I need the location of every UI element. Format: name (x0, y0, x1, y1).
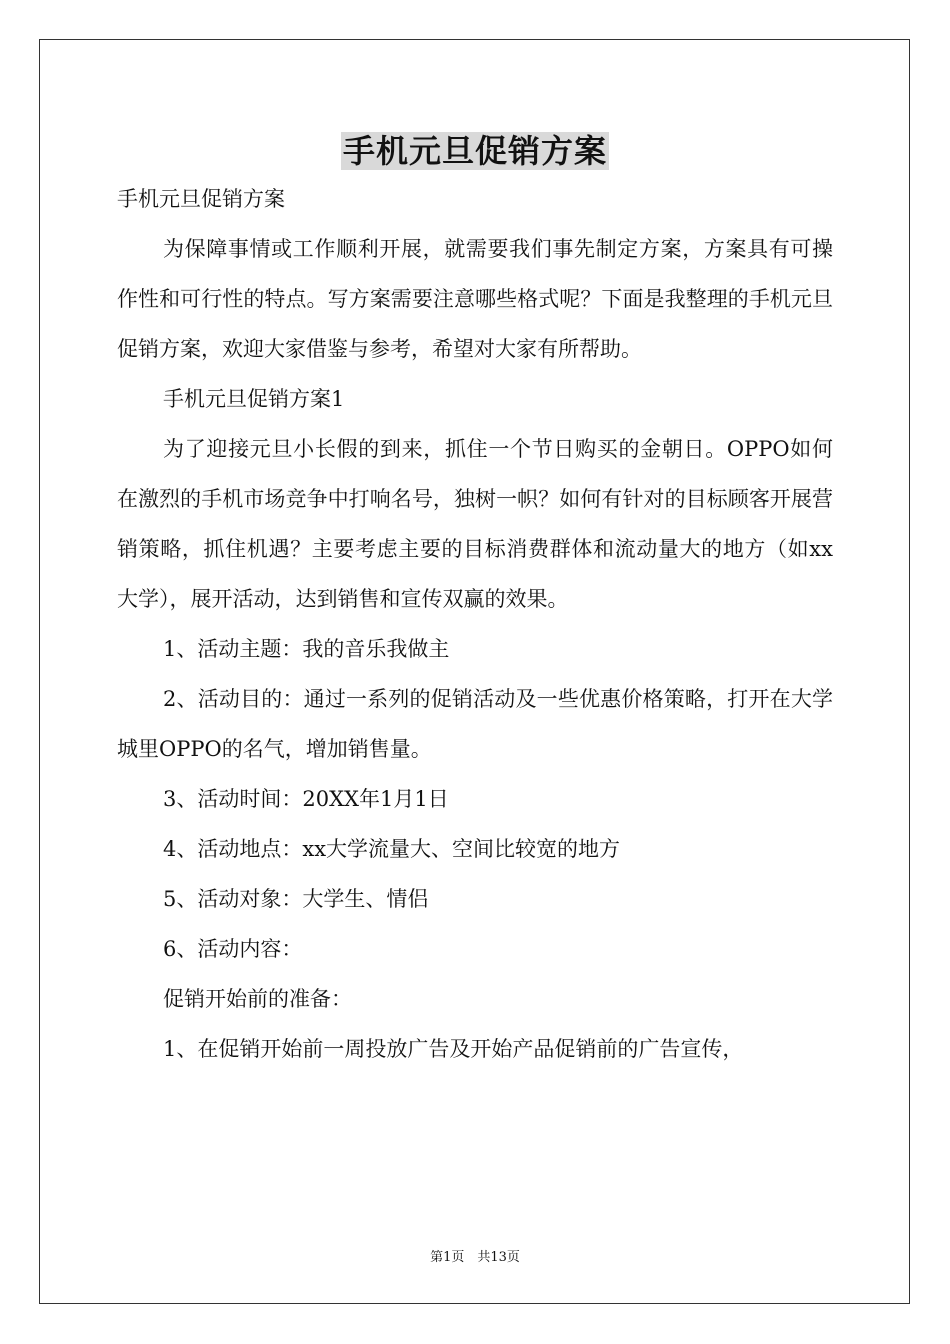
document-body (117, 174, 833, 1074)
paragraph: 1、在促销开始前一周投放广告及开始产品促销前的广告宣传， (163, 1037, 744, 1061)
document-title-wrap (0, 126, 950, 172)
paragraph: 3、活动时间：20XX年1月1日 (163, 787, 449, 811)
paragraph: 1、活动主题：我的音乐我做主 (163, 637, 450, 661)
paragraph: 6、活动内容： (163, 937, 303, 961)
paragraph: 4、活动地点：xx大学流量大、空间比较宽的地方 (163, 837, 621, 861)
document-title: 手机元旦促销方案 (342, 132, 607, 170)
paragraph: 2、活动目的：通过一系列的促销活动及一些优惠价格策略，打开在大学城里OPPO的名气，增加销售量。 (117, 687, 833, 761)
page-footer: 第1页 共13页 (430, 1250, 520, 1265)
paragraph: 5、活动对象：大学生、情侣 (163, 887, 429, 911)
paragraph: 促销开始前的准备： (163, 987, 352, 1011)
paragraph: 手机元旦促销方案1 (163, 387, 345, 411)
paragraph: 手机元旦促销方案 (117, 187, 285, 211)
paragraph: 为了迎接元旦小长假的到来，抓住一个节日购买的金朝日。OPPO如何在激烈的手机市场竞争中打响名号，独树一帜？如何有针对的目标顾客开展营销策略，抓住机遇？主要考虑主要的目标消费群体和流动量大的地方（如xx大学），展开活动，达到销售和宣传双赢的效果。 (117, 437, 833, 611)
paragraph: 为保障事情或工作顺利开展，就需要我们事先制定方案，方案具有可操作性和可行性的特点。写方案需要注意哪些格式呢？下面是我整理的手机元旦促销方案，欢迎大家借鉴与参考，希望对大家有所帮助。 (117, 237, 833, 361)
